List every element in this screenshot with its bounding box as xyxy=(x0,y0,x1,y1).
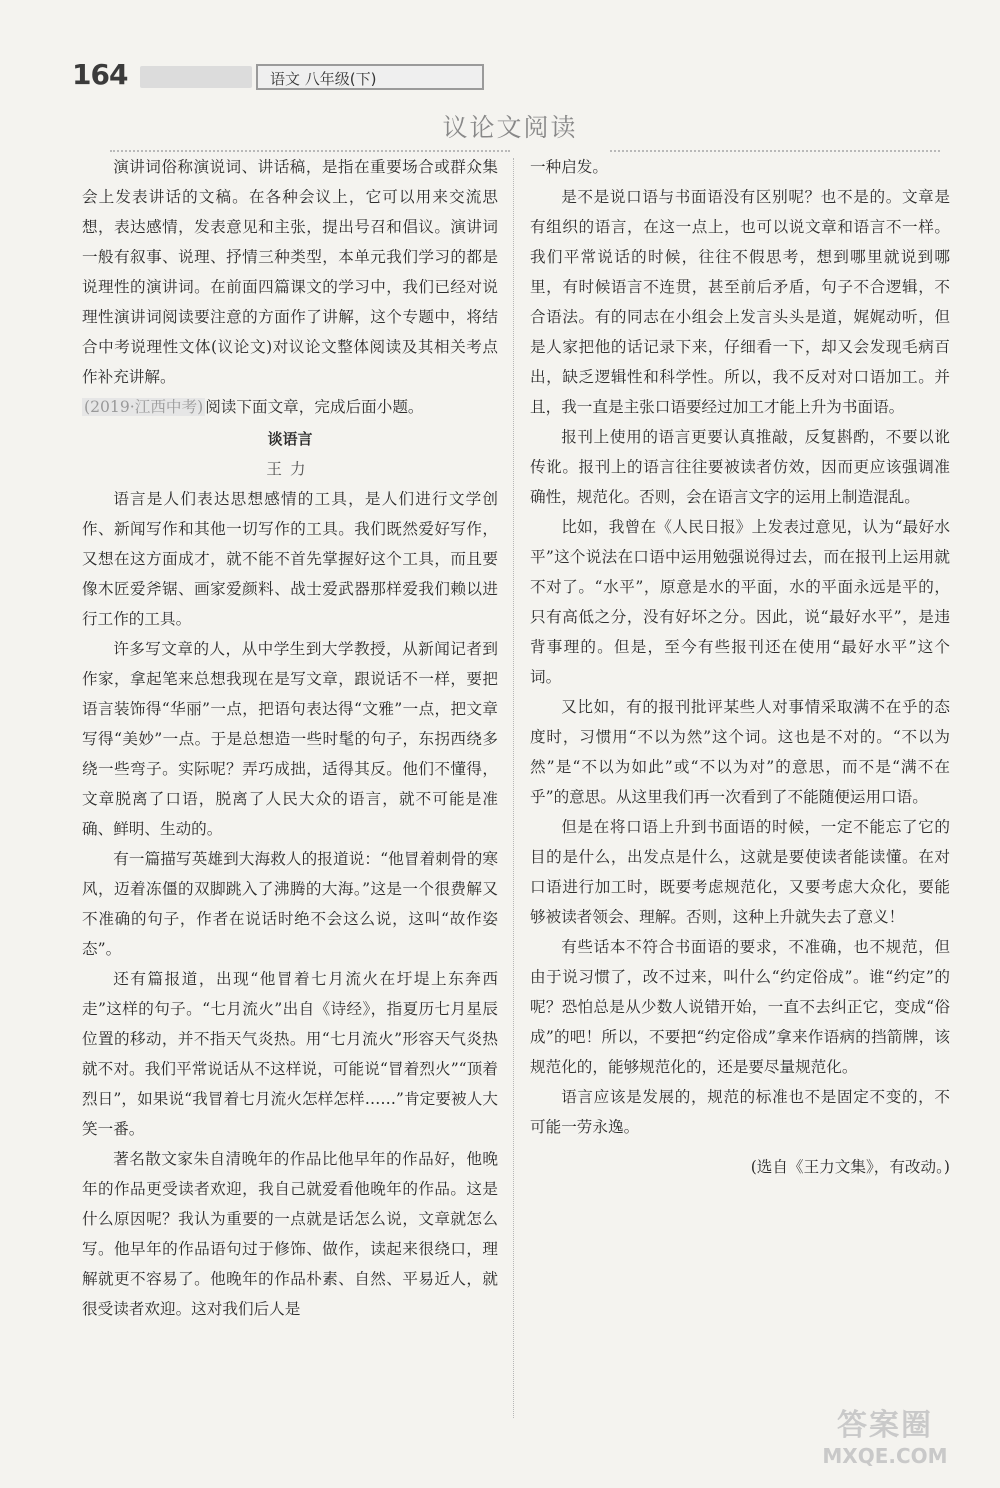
article-paragraph: 许多写文章的人，从中学生到大学教授，从新闻记者到作家，拿起笔来总想我现在是写文章，跟说话不一样，要把语言装饰得“华丽”一点，把语句表达得“文雅”一点，把文章写得“美妙”一点。于是总想造一些时髦的句子，东拐西绕多绕一些弯子。实际呢？弄巧成拙，适得其反。他们不懂得，文章脱离了口语，脱离了人民大众的语言，就不可能是准确、鲜明、生动的。 xyxy=(82,640,498,838)
article-author: 王力 xyxy=(266,460,314,478)
article-paragraph: 报刊上使用的语言更要认真推敲，反复斟酌，不要以讹传讹。报刊上的语言往往要被读者仿效，因而更应该强调准确性，规范化。否则，会在语言文字的运用上制造混乱。 xyxy=(530,428,950,506)
article-reference: (选自《王力文集》，有改动。) xyxy=(750,1158,950,1176)
article-paragraph: 又比如，有的报刊批评某些人对事情采取满不在乎的态度时，习惯用“不以为然”这个词。这也是不对的。“不以为然”是“不以为如此”或“不以为对”的意思，而不是“满不在乎”的意思。从这里我们再一次看到了不能随便运用口语。 xyxy=(530,698,950,806)
article-paragraph: 但是在将口语上升到书面语的时候，一定不能忘了它的目的是什么，出发点是什么，这就是要使读者能读懂。在对口语进行加工时，既要考虑规范化，又要考虑大众化，要能够被读者领会、理解。否则，这种上升就失去了意义！ xyxy=(530,818,950,926)
section-title: 议论文阅读 xyxy=(442,113,578,142)
page-header xyxy=(72,58,432,94)
article-paragraph: 语言是人们表达思想感情的工具，是人们进行文学创作、新闻写作和其他一切写作的工具。我们既然爱好写作，又想在这方面成才，就不能不首先掌握好这个工具，而且要像木匠爱斧锯、画家爱颜料、战士爱武器那样爱我们赖以进行工作的工具。 xyxy=(82,490,498,628)
right-column xyxy=(530,152,950,1417)
article-paragraph: 语言应该是发展的，规范的标准也不是固定不变的，不可能一劳永逸。 xyxy=(530,1088,950,1136)
article-paragraph: 著名散文家朱自清晚年的作品比他早年的作品好，他晚年的作品更受读者欢迎，我自己就爱看他晚年的作品。这是什么原因呢？我认为重要的一点就是话怎么说，文章就怎么写。他早年的作品语句过于修饰、做作，读起来很绕口，理解就更不容易了。他晚年的作品朴素、自然、平易近人，就很受读者欢迎。这对我们后人是 xyxy=(82,1150,498,1318)
column-divider xyxy=(513,158,514,1418)
grade-label: 语文 八年级(下) xyxy=(256,64,484,90)
article-paragraph: 还有篇报道，出现“他冒着七月流火在圩堤上东奔西走”这样的句子。“七月流火”出自《诗经》，指夏历七月星辰位置的移动，并不指天气炎热。用“七月流火”形容天气炎热就不对。我们平常说话从不这样说，可能说“冒着烈火”“顶着烈日”，如果说“我冒着七月流火怎样怎样……”肯定要被人大笑一番。 xyxy=(82,970,498,1138)
article-paragraph: 有些话本不符合书面语的要求，不准确，也不规范，但由于说习惯了，改不过来，叫什么“约定俗成”。谁“约定”的呢？恐怕总是从少数人说错开始，一直不去纠正它，变成“俗成”的吧！所以，不要把“约定俗成”拿来作语病的挡箭牌，该规范化的，能够规范化的，还是要尽量规范化。 xyxy=(530,938,950,1076)
intro-paragraph: 演讲词俗称演说词、讲话稿，是指在重要场合或群众集会上发表讲话的文稿。在各种会议上，它可以用来交流思想，表达感情，发表意见和主张，提出号召和倡议。演讲词一般有叙事、说理、抒情三种类型，本单元我们学习的都是说理性的演讲词。在前面四篇课文的学习中，我们已经对说理性演讲词阅读要注意的方面作了讲解，这个专题中，将结合中考说理性文体(议论文)对议论文整体阅读及其相关考点作补充讲解。 xyxy=(82,158,498,386)
watermark-url: MXQE.COM xyxy=(822,1444,948,1468)
article-paragraph: 是不是说口语与书面语没有区别呢？也不是的。文章是有组织的语言，在这一点上，也可以说文章和语言不一样。我们平常说话的时候，往往不假思考，想到哪里就说到哪里，有时候语言不连贯，甚至前后矛盾，句子不合逻辑，不合语法。有的同志在小组会上发言头头是道，娓娓动听，但是人家把他的话记录下来，仔细看一下，却又会发现毛病百出，缺乏逻辑性和科学性。所以，我不反对对口语加工。并且，我一直是主张口语要经过加工才能上升为书面语。 xyxy=(530,188,950,416)
page-number: 164 xyxy=(72,58,128,91)
site-watermark xyxy=(810,1400,960,1468)
watermark-logo: 答案圈 xyxy=(837,1408,933,1443)
left-column xyxy=(82,152,498,1417)
reading-instruction: 阅读下面文章，完成后面小题。 xyxy=(205,398,424,416)
article-title: 谈语言 xyxy=(267,430,313,448)
exam-source-tag: (2019·江西中考) xyxy=(84,398,204,416)
article-paragraph: 比如，我曾在《人民日报》上发表过意见，认为“最好水平”这个说法在口语中运用勉强说得过去，而在报刊上运用就不对了。“水平”，原意是水的平面，水的平面永远是平的，只有高低之分，没有好坏之分。因此，说“最好水平”，是违背事理的。但是，至今有些报刊还在使用“最好水平”这个词。 xyxy=(530,518,950,686)
article-paragraph: 有一篇描写英雄到大海救人的报道说：“他冒着刺骨的寒风，迈着冻僵的双脚跳入了沸腾的大海。”这是一个很费解又不准确的句子，作者在说话时绝不会这么说，这叫“故作姿态”。 xyxy=(82,850,498,958)
article-paragraph-continuation: 一种启发。 xyxy=(530,158,608,176)
question-source-line xyxy=(82,392,498,422)
series-banner xyxy=(140,66,252,88)
